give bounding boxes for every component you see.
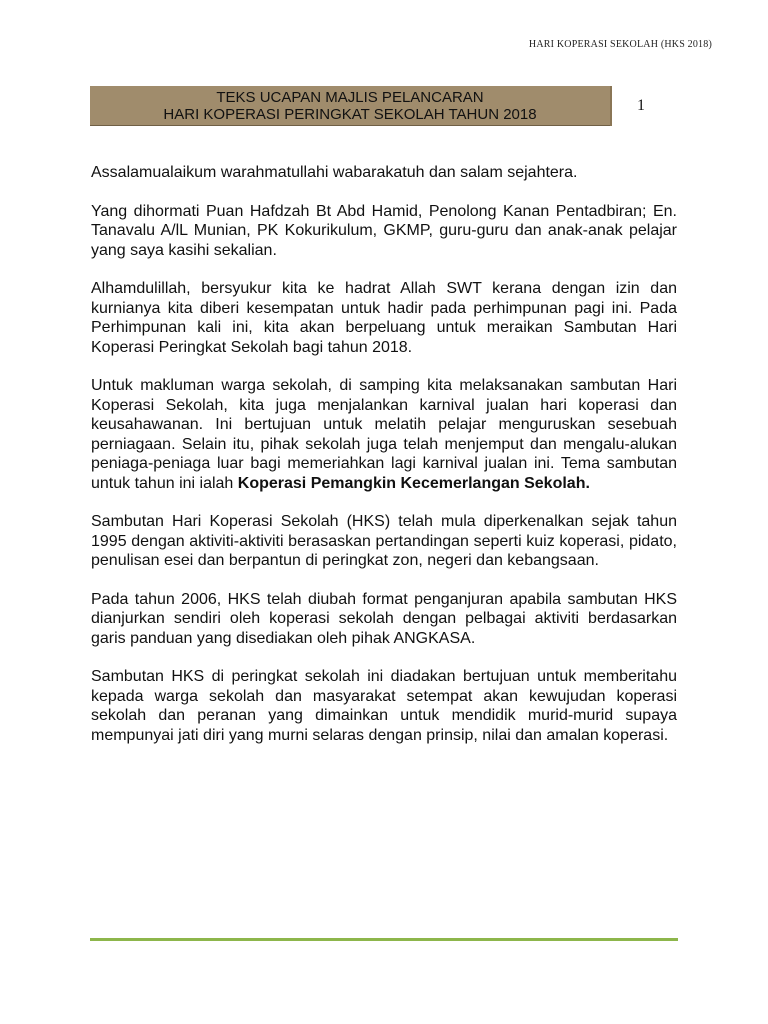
speech-body <box>91 163 677 764</box>
title-line-2: HARI KOPERASI PERINGKAT SEKOLAH TAHUN 2018 <box>163 105 537 123</box>
opening-paragraph: Alhamdulillah, bersyukur kita ke hadrat Allah SWT kerana dengan izin dan kurnianya kita diberi kesempatan untuk hadir pada perhimpunan pagi ini. Pada Perhimpunan kali ini, kita akan berpeluang untuk meraikan Sambutan Hari Koperasi Peringkat Sekolah bagi tahun 2018. <box>91 280 677 356</box>
format-paragraph: Pada tahun 2006, HKS telah diubah format penganjuran apabila sambutan HKS dianjurkan sendiri oleh koperasi sekolah dengan pelbagai aktiviti berdasarkan garis panduan yang disediakan oleh pihak ANGKASA. <box>91 590 677 647</box>
theme-text: Koperasi Pemangkin Kecemerlangan Sekolah. <box>237 474 590 492</box>
history-paragraph: Sambutan Hari Koperasi Sekolah (HKS) telah mula diperkenalkan sejak tahun 1995 dengan aktiviti-aktiviti berasaskan pertandingan seperti kuiz koperasi, pidato, penulisan esei dan berpantun di peringkat zon, negeri dan kebangsaan. <box>91 513 677 569</box>
running-header: HARI KOPERASI SEKOLAH (HKS 2018) <box>528 39 712 50</box>
document-title <box>90 86 610 126</box>
greeting-paragraph: Assalamualaikum warahmatullahi wabarakatuh dan salam sejahtera. <box>91 164 578 181</box>
carnival-text: Untuk makluman warga sekolah, di samping kita melaksanakan sambutan Hari Koperasi Sekolah, kita juga menjalankan karnival jualan hari koperasi dan keusahawanan. Ini bertujuan untuk melatih pelajar menguruskan sesebuah perniagaan. Selain itu, pihak sekolah juga telah menjemput dan mengalu-alukan peniaga-peniaga luar bagi memeriahkan lagi karnival jualan ini. Tema sambutan untuk tahun ini ialah <box>91 377 677 492</box>
purpose-paragraph: Sambutan HKS di peringkat sekolah ini diadakan bertujuan untuk memberitahu kepada warga sekolah dan masyarakat setempat akan kewujudan koperasi sekolah dan peranan yang dimainkan untuk mendidik murid-murid supaya mempunyai jati diri yang murni selaras dengan prinsip, nilai dan amalan koperasi. <box>91 668 677 744</box>
carnival-paragraph <box>91 376 677 493</box>
title-band <box>90 86 670 126</box>
footer-rule <box>90 938 678 941</box>
acknowledgement-paragraph: Yang dihormati Puan Hafdzah Bt Abd Hamid, Penolong Kanan Pentadbiran; En. Tanavalu A/lL Munian, PK Kokurikulum, GKMP, guru-guru dan anak-anak pelajar yang saya kasihi sekalian. <box>91 202 677 259</box>
title-line-1: TEKS UCAPAN MAJLIS PELANCARAN <box>216 88 484 106</box>
page-number: 1 <box>610 86 670 126</box>
